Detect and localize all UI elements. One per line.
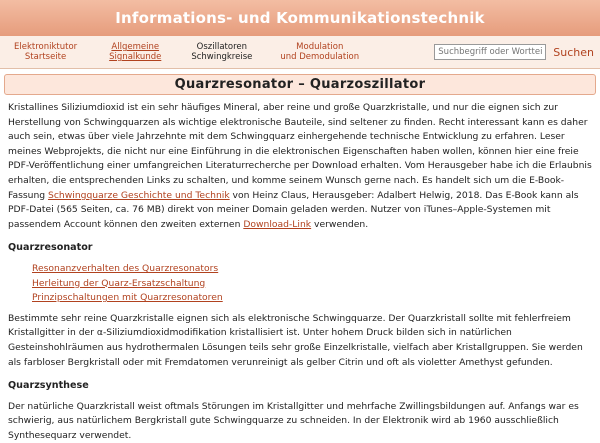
toc-link-ersatzschaltung[interactable]: Herleitung der Quarz-Ersatzschaltung [32, 277, 206, 289]
list-item [32, 291, 592, 306]
nav-item-label: Signalkunde [109, 52, 162, 62]
intro-paragraph: Kristallines Siliziumdioxid ist ein sehr häufiges Mineral, aber reine und große Quarzkristalle, und nur die eignen sich zur Herstellung von Schwingquarzen als wichtige elektronische Bauteile, sind seltener zu finden. Recht interessant kann es daher auch sein, etwas über viele Jahrzehnte mit dem Schwingquarz einhergehende technische Entwicklung zu erfahren. Leser meines Webprojekts, die nicht nur eine Einführung in die elektronischen Eigenschaften haben wollen, können hier eine freie PDF-Veröffentlichung einer umfangreichen Literaturrecherche per Download erhalten. Vom Herausgeber habe ich die Erlaubnis erhalten, die entsprechenden Links zu schalten, und komme seinem Wunsch gerne nach. Es handelt sich um die E-Book-Fassung Schwingquarze Geschichte und Technik von Heinz Claus, Herausgeber: Adalbert Helwig, 2018. Das E-Book kann als PDF-Datei (565 Seiten, ca. 76 MB) direkt von meiner Domain geladen werden. Nutzer von iTunes–Apple-Systemen mit passendem Account können den zweiten externen Download-Link verwenden. [8, 102, 592, 230]
toc-list [8, 262, 592, 306]
nav-item-label: und Demodulation [280, 52, 360, 62]
main-navigation [0, 36, 600, 69]
nav-item-signalkunde[interactable] [103, 42, 167, 62]
list-item [32, 262, 592, 277]
nav-item-oszillatoren[interactable] [185, 42, 258, 62]
search-button[interactable]: Suchen [553, 45, 594, 59]
site-banner [0, 0, 600, 36]
page-title: Quarzresonator – Quarzoszillator [4, 74, 596, 95]
site-title: Informations- und Kommunikationstechnik [115, 9, 485, 27]
nav-item-label: Modulation [296, 42, 344, 52]
search-input[interactable] [434, 44, 546, 60]
nav-item-startseite[interactable] [8, 42, 83, 62]
nav-item-label: Oszillatoren [196, 42, 248, 52]
section-heading: Quarzsynthese [8, 380, 89, 392]
nav-item-modulation[interactable] [274, 42, 365, 62]
section-paragraph: Bestimmte sehr reine Quarzkristalle eignen sich als elektronische Schwingquarze. Der Quarzkristall sollte mit fehlerfreiem Kristallgitter in der α-Siliziumdioxidmodifikation kristallisiert ist. Unter hohem Druck bilden sich in natürlichen Gesteinshohlräumen aus hydrothermalen Lösungen teils sehr große Einzelkristalle, vielfach aber Kristallgruppen. Sie werden als farbloser Bergkristall oder mit Fremdatomen verunreinigt als gelber Citrin und oft als violetter Amethyst gefunden. [8, 312, 583, 368]
nav-item-label: Schwingkreise [191, 52, 253, 62]
download-link[interactable]: Download-Link [243, 218, 312, 230]
nav-item-label: Elektroniktutor [14, 42, 78, 52]
ebook-link[interactable]: Schwingquarze Geschichte und Technik [48, 189, 230, 201]
nav-item-label: Startseite [24, 52, 67, 62]
list-item [32, 277, 592, 292]
toc-link-prinzipschaltungen[interactable]: Prinzipschaltungen mit Quarzresonatoren [32, 292, 223, 304]
section-heading: Quarzresonator [8, 242, 93, 254]
toc-link-resonanzverhalten[interactable]: Resonanzverhalten des Quarzresonators [32, 262, 219, 274]
main-content [0, 95, 600, 443]
section-paragraph: Der natürliche Quarzkristall weist oftmals Störungen im Kristallgitter und mehrfache Zwillingsbildungen auf. Anfangs war es schwierig, aus natürlichem Bergkristall gute Schwingquarze zu schneiden. In der Elektronik wird ab 1960 ausschließlich Synthesequarz verwendet. [8, 400, 579, 441]
nav-item-label: Allgemeine [111, 42, 160, 52]
